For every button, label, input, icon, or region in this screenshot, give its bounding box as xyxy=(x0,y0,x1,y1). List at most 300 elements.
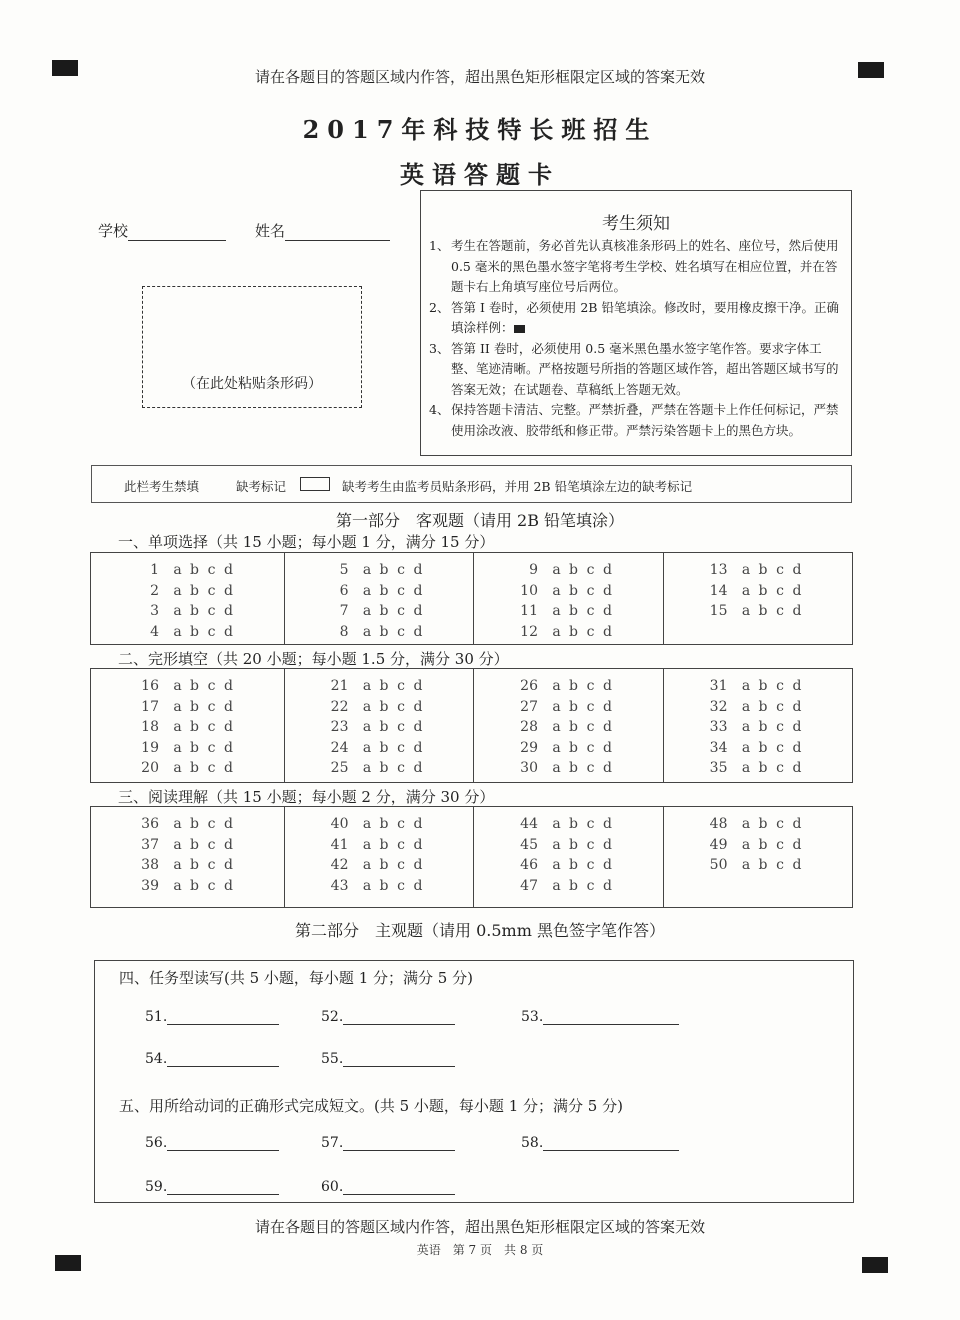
answer-column xyxy=(284,553,474,644)
absent-mark-label: 缺考标记 xyxy=(236,479,287,494)
answer-column xyxy=(663,553,853,644)
answer-option-a[interactable]: a xyxy=(362,739,372,756)
answer-option-b[interactable]: b xyxy=(190,623,199,640)
staff-only-bar xyxy=(91,465,852,503)
answer-option-b[interactable]: b xyxy=(758,857,768,873)
question-row xyxy=(323,814,474,835)
answer-option-d[interactable]: d xyxy=(792,816,802,832)
answer-option-a[interactable]: a xyxy=(362,760,372,776)
answer-option-c[interactable]: c xyxy=(397,678,405,694)
answer-option-b[interactable]: b xyxy=(569,678,578,694)
question-row xyxy=(702,717,853,738)
answer-option-c[interactable]: c xyxy=(207,678,216,694)
question-number: 50 xyxy=(709,857,728,873)
answer-option-c[interactable]: c xyxy=(207,836,216,853)
answer-option-b[interactable]: b xyxy=(569,739,578,756)
question-number: 21 xyxy=(330,678,349,694)
blank-53[interactable]: 53. xyxy=(521,1009,679,1025)
answer-option-b[interactable]: b xyxy=(190,836,199,853)
answer-option-c[interactable]: c xyxy=(207,582,216,599)
answer-option-c[interactable]: c xyxy=(397,760,405,776)
answer-option-a[interactable]: a xyxy=(552,582,561,599)
answer-option-a[interactable]: a xyxy=(362,562,372,578)
answer-option-b[interactable]: b xyxy=(190,739,199,756)
answer-option-b[interactable]: b xyxy=(758,816,768,832)
answer-option-b[interactable]: b xyxy=(379,836,389,853)
answer-option-b[interactable]: b xyxy=(569,857,578,873)
answer-option-b[interactable]: b xyxy=(569,623,578,640)
answer-option-d[interactable]: d xyxy=(413,816,423,832)
answer-option-d[interactable]: d xyxy=(603,719,612,735)
answer-option-a[interactable]: a xyxy=(173,877,182,894)
answer-option-a[interactable]: a xyxy=(741,836,751,853)
answer-option-a[interactable]: a xyxy=(552,678,561,694)
answer-option-d[interactable]: d xyxy=(224,623,233,640)
answer-option-c[interactable]: c xyxy=(776,603,784,619)
question-number: 11 xyxy=(520,603,538,619)
answer-option-c[interactable]: c xyxy=(776,562,784,578)
answer-option-a[interactable]: a xyxy=(552,739,561,756)
answer-option-d[interactable]: d xyxy=(603,603,612,619)
registration-marker-bottom-right xyxy=(862,1257,888,1273)
blank-57[interactable]: 57. xyxy=(321,1135,455,1151)
answer-option-b[interactable]: b xyxy=(569,582,578,599)
section2-title: 二、完形填空（共 20 小题；每小题 1.5 分，满分 30 分） xyxy=(118,650,509,668)
answer-option-c[interactable]: c xyxy=(776,836,784,853)
question-row xyxy=(702,697,853,718)
blank-54[interactable]: 54. xyxy=(145,1051,279,1067)
answer-option-b[interactable]: b xyxy=(758,562,768,578)
answer-option-d[interactable]: d xyxy=(224,719,233,735)
answer-option-d[interactable]: d xyxy=(792,562,802,578)
answer-option-d[interactable]: d xyxy=(603,877,612,894)
answer-option-a[interactable]: a xyxy=(552,857,561,873)
answer-column xyxy=(473,807,663,907)
question-row xyxy=(133,622,284,643)
question-number: 22 xyxy=(330,698,349,715)
question-row xyxy=(323,560,474,581)
question-row xyxy=(323,676,474,697)
question-row xyxy=(323,697,474,718)
answer-option-a[interactable]: a xyxy=(362,623,372,640)
answer-option-b[interactable]: b xyxy=(758,698,768,715)
question-number: 45 xyxy=(520,836,538,853)
answer-option-a[interactable]: a xyxy=(552,623,561,640)
answer-option-c[interactable]: c xyxy=(397,698,405,715)
question-row xyxy=(512,876,663,897)
answer-option-d[interactable]: d xyxy=(224,562,233,578)
answer-option-a[interactable]: a xyxy=(362,719,372,735)
answer-option-d[interactable]: d xyxy=(603,562,612,578)
answer-option-b[interactable]: b xyxy=(758,739,768,756)
question-number: 47 xyxy=(520,877,538,894)
answer-option-a[interactable]: a xyxy=(173,739,182,756)
answer-option-b[interactable]: b xyxy=(758,836,768,853)
answer-option-d[interactable]: d xyxy=(792,678,802,694)
answer-option-b[interactable]: b xyxy=(190,719,199,735)
question-number: 30 xyxy=(520,760,538,776)
answer-option-b[interactable]: b xyxy=(190,562,199,578)
answer-option-a[interactable]: a xyxy=(362,857,372,873)
answer-option-c[interactable]: c xyxy=(397,816,405,832)
answer-option-a[interactable]: a xyxy=(741,857,751,873)
answer-option-a[interactable]: a xyxy=(173,582,182,599)
answer-option-d[interactable]: d xyxy=(224,816,233,832)
answer-option-c[interactable]: c xyxy=(207,562,216,578)
answer-option-d[interactable]: d xyxy=(224,698,233,715)
question-row xyxy=(512,560,663,581)
question-row xyxy=(133,835,284,856)
absent-mark-checkbox[interactable] xyxy=(300,477,330,491)
answer-option-d[interactable]: d xyxy=(413,719,423,735)
question-number: 44 xyxy=(520,816,538,832)
answer-option-d[interactable]: d xyxy=(413,760,423,776)
answer-option-b[interactable]: b xyxy=(569,816,578,832)
answer-option-c[interactable]: c xyxy=(207,739,216,756)
question-number: 25 xyxy=(330,760,349,776)
question-number: 26 xyxy=(520,678,538,694)
answer-option-c[interactable]: c xyxy=(207,698,216,715)
answer-option-a[interactable]: a xyxy=(173,836,182,853)
question-number: 33 xyxy=(709,719,728,735)
answer-option-d[interactable]: d xyxy=(224,836,233,853)
answer-option-c[interactable]: c xyxy=(776,816,784,832)
question-row xyxy=(323,758,474,779)
question-row xyxy=(323,717,474,738)
answer-option-b[interactable]: b xyxy=(190,760,199,776)
answer-option-d[interactable]: d xyxy=(413,623,423,640)
answer-column xyxy=(473,669,663,782)
staff-only-label: 此栏考生禁填 xyxy=(124,479,200,494)
answer-option-a[interactable]: a xyxy=(173,698,182,715)
answer-option-a[interactable]: a xyxy=(173,603,182,619)
answer-option-c[interactable]: c xyxy=(207,603,216,619)
answer-option-d[interactable]: d xyxy=(603,739,612,756)
question-number: 9 xyxy=(529,562,538,578)
question-number: 14 xyxy=(709,582,728,599)
answer-option-b[interactable]: b xyxy=(190,603,199,619)
answer-option-c[interactable]: c xyxy=(397,719,405,735)
section3-answer-grid xyxy=(90,806,853,908)
answer-option-a[interactable]: a xyxy=(362,678,372,694)
answer-option-c[interactable]: c xyxy=(397,739,405,756)
answer-option-d[interactable]: d xyxy=(224,877,233,894)
answer-option-a[interactable]: a xyxy=(173,816,182,832)
question-number: 19 xyxy=(141,739,159,756)
answer-option-c[interactable]: c xyxy=(586,623,595,640)
answer-option-d[interactable]: d xyxy=(413,562,423,578)
answer-option-b[interactable]: b xyxy=(569,836,578,853)
answer-option-c[interactable]: c xyxy=(207,816,216,832)
answer-option-a[interactable]: a xyxy=(173,719,182,735)
answer-option-d[interactable]: d xyxy=(224,603,233,619)
answer-option-b[interactable]: b xyxy=(379,719,389,735)
question-row xyxy=(323,601,474,622)
part2-title: 第二部分 主观题（请用 0.5mm 黑色签字笔作答） xyxy=(295,921,665,940)
answer-option-a[interactable]: a xyxy=(741,603,751,619)
answer-option-a[interactable]: a xyxy=(362,836,372,853)
answer-option-b[interactable]: b xyxy=(569,760,578,776)
question-number: 49 xyxy=(709,836,728,853)
school-input-line[interactable] xyxy=(128,224,226,241)
question-row xyxy=(702,855,853,876)
answer-option-d[interactable]: d xyxy=(603,836,612,853)
answer-option-c[interactable]: c xyxy=(397,877,405,894)
answer-option-b[interactable]: b xyxy=(379,623,389,640)
answer-option-c[interactable]: c xyxy=(397,582,405,599)
answer-option-b[interactable]: b xyxy=(379,739,389,756)
answer-option-b[interactable]: b xyxy=(758,678,768,694)
answer-option-a[interactable]: a xyxy=(173,623,182,640)
question-row xyxy=(133,697,284,718)
answer-option-c[interactable]: c xyxy=(586,739,595,756)
answer-option-b[interactable]: b xyxy=(569,698,578,715)
answer-option-c[interactable]: c xyxy=(776,582,784,599)
answer-option-b[interactable]: b xyxy=(569,877,578,894)
answer-option-a[interactable]: a xyxy=(173,857,182,873)
answer-option-b[interactable]: b xyxy=(569,562,578,578)
question-number: 42 xyxy=(330,857,349,873)
part1-title: 第一部分 客观题（请用 2B 铅笔填涂） xyxy=(335,511,625,530)
answer-option-b[interactable]: b xyxy=(190,857,199,873)
answer-option-c[interactable]: c xyxy=(397,562,405,578)
question-number: 38 xyxy=(141,857,159,873)
answer-option-a[interactable]: a xyxy=(741,678,751,694)
blank-59[interactable]: 59. xyxy=(145,1179,279,1195)
answer-option-a[interactable]: a xyxy=(552,836,561,853)
answer-option-a[interactable]: a xyxy=(552,698,561,715)
question-row xyxy=(702,814,853,835)
answer-option-d[interactable]: d xyxy=(413,678,423,694)
section1-answer-grid xyxy=(90,552,853,645)
answer-option-d[interactable]: d xyxy=(792,836,802,853)
school-label: 学校 xyxy=(98,222,129,240)
question-row xyxy=(702,601,853,622)
answer-option-b[interactable]: b xyxy=(190,698,199,715)
question-row xyxy=(133,758,284,779)
barcode-area[interactable] xyxy=(142,286,362,408)
question-number: 37 xyxy=(141,836,159,853)
answer-option-c[interactable]: c xyxy=(776,698,784,715)
answer-option-d[interactable]: d xyxy=(792,760,802,776)
answer-option-d[interactable]: d xyxy=(413,603,423,619)
answer-option-b[interactable]: b xyxy=(379,562,389,578)
answer-option-c[interactable]: c xyxy=(397,857,405,873)
blank-60[interactable]: 60. xyxy=(321,1179,455,1195)
answer-option-a[interactable]: a xyxy=(173,678,182,694)
blank-52[interactable]: 52. xyxy=(321,1009,455,1025)
answer-option-a[interactable]: a xyxy=(741,760,751,776)
answer-option-b[interactable]: b xyxy=(190,877,199,894)
answer-option-b[interactable]: b xyxy=(190,582,199,599)
answer-option-d[interactable]: d xyxy=(603,678,612,694)
blank-55[interactable]: 55. xyxy=(321,1051,455,1067)
question-row xyxy=(702,581,853,602)
answer-option-d[interactable]: d xyxy=(603,857,612,873)
question-number: 31 xyxy=(709,678,728,694)
section5-title: 五、用所给动词的正确形式完成短文。(共 5 小题，每小题 1 分；满分 5 分) xyxy=(119,1097,623,1115)
answer-option-c[interactable]: c xyxy=(397,603,405,619)
answer-option-c[interactable]: c xyxy=(586,857,595,873)
answer-column xyxy=(284,669,474,782)
answer-option-b[interactable]: b xyxy=(379,678,389,694)
answer-option-a[interactable]: a xyxy=(741,562,751,578)
instructions-title: 考生须知 xyxy=(602,214,670,234)
answer-option-c[interactable]: c xyxy=(397,836,405,853)
answer-option-a[interactable]: a xyxy=(741,816,751,832)
answer-option-d[interactable]: d xyxy=(792,719,802,735)
answer-option-b[interactable]: b xyxy=(569,603,578,619)
school-field[interactable] xyxy=(98,220,226,241)
question-row xyxy=(133,814,284,835)
question-row xyxy=(133,717,284,738)
blank-51[interactable]: 51. xyxy=(145,1009,279,1025)
answer-option-d[interactable]: d xyxy=(413,739,423,756)
answer-option-c[interactable]: c xyxy=(586,698,595,715)
answer-option-d[interactable]: d xyxy=(603,760,612,776)
answer-option-a[interactable]: a xyxy=(173,760,182,776)
answer-option-a[interactable]: a xyxy=(362,582,372,599)
answer-option-a[interactable]: a xyxy=(741,582,751,599)
answer-option-b[interactable]: b xyxy=(379,582,389,599)
answer-column xyxy=(473,553,663,644)
answer-option-d[interactable]: d xyxy=(603,816,612,832)
question-number: 29 xyxy=(520,739,538,756)
question-row xyxy=(133,581,284,602)
question-number: 12 xyxy=(520,623,538,640)
question-row xyxy=(512,581,663,602)
answer-option-c[interactable]: c xyxy=(207,857,216,873)
answer-option-b[interactable]: b xyxy=(758,603,768,619)
question-row xyxy=(512,835,663,856)
answer-option-d[interactable]: d xyxy=(792,582,802,599)
answer-option-b[interactable]: b xyxy=(758,582,768,599)
answer-option-c[interactable]: c xyxy=(586,877,595,894)
answer-option-b[interactable]: b xyxy=(190,816,199,832)
name-field[interactable] xyxy=(255,220,390,241)
question-number: 34 xyxy=(709,739,728,756)
section4-title: 四、任务型读写(共 5 小题，每小题 1 分；满分 5 分) xyxy=(119,969,473,987)
answer-option-a[interactable]: a xyxy=(362,816,372,832)
question-number: 28 xyxy=(520,719,538,735)
answer-option-a[interactable]: a xyxy=(362,698,372,715)
answer-option-c[interactable]: c xyxy=(207,877,216,894)
answer-option-c[interactable]: c xyxy=(586,719,595,735)
answer-option-a[interactable]: a xyxy=(552,816,561,832)
answer-option-b[interactable]: b xyxy=(190,678,199,694)
answer-option-c[interactable]: c xyxy=(776,857,784,873)
answer-option-a[interactable]: a xyxy=(362,877,372,894)
answer-option-c[interactable]: c xyxy=(586,603,595,619)
question-number: 36 xyxy=(141,816,159,832)
answer-option-d[interactable]: d xyxy=(224,678,233,694)
question-row xyxy=(323,855,474,876)
answer-option-a[interactable]: a xyxy=(741,739,751,756)
answer-option-c[interactable]: c xyxy=(586,582,595,599)
answer-option-b[interactable]: b xyxy=(379,603,389,619)
answer-option-d[interactable]: d xyxy=(224,760,233,776)
question-row xyxy=(133,676,284,697)
answer-option-c[interactable]: c xyxy=(776,760,784,776)
answer-option-a[interactable]: a xyxy=(552,562,561,578)
answer-option-a[interactable]: a xyxy=(173,562,182,578)
question-number: 43 xyxy=(330,877,349,894)
answer-option-d[interactable]: d xyxy=(224,582,233,599)
answer-option-b[interactable]: b xyxy=(758,760,768,776)
answer-option-c[interactable]: c xyxy=(397,623,405,640)
answer-option-d[interactable]: d xyxy=(792,603,802,619)
question-row xyxy=(323,738,474,759)
answer-option-d[interactable]: d xyxy=(792,739,802,756)
answer-option-a[interactable]: a xyxy=(552,719,561,735)
answer-option-b[interactable]: b xyxy=(379,760,389,776)
answer-option-a[interactable]: a xyxy=(552,760,561,776)
answer-option-d[interactable]: d xyxy=(792,857,802,873)
answer-option-d[interactable]: d xyxy=(603,623,612,640)
question-number: 35 xyxy=(709,760,728,776)
answer-option-b[interactable]: b xyxy=(379,857,389,873)
answer-option-d[interactable]: d xyxy=(224,857,233,873)
name-input-line[interactable] xyxy=(285,224,390,241)
answer-option-a[interactable]: a xyxy=(362,603,372,619)
answer-option-a[interactable]: a xyxy=(741,698,751,715)
answer-column xyxy=(284,807,474,907)
top-notice: 请在各题目的答题区域内作答，超出黑色矩形框限定区域的答案无效 xyxy=(254,68,705,86)
answer-option-b[interactable]: b xyxy=(379,816,389,832)
answer-option-c[interactable]: c xyxy=(207,760,216,776)
answer-option-c[interactable]: c xyxy=(586,678,595,694)
question-number: 24 xyxy=(330,739,349,756)
answer-column xyxy=(91,807,284,907)
blank-56[interactable]: 56. xyxy=(145,1135,279,1151)
answer-option-d[interactable]: d xyxy=(224,739,233,756)
question-number: 20 xyxy=(141,760,159,776)
answer-option-a[interactable]: a xyxy=(741,719,751,735)
answer-option-b[interactable]: b xyxy=(758,719,768,735)
question-number: 32 xyxy=(709,698,728,715)
answer-option-c[interactable]: c xyxy=(586,816,595,832)
question-number: 16 xyxy=(141,678,159,694)
answer-option-d[interactable]: d xyxy=(603,582,612,599)
question-number: 46 xyxy=(520,857,538,873)
question-row xyxy=(133,876,284,897)
answer-option-d[interactable]: d xyxy=(413,836,423,853)
blank-58[interactable]: 58. xyxy=(521,1135,679,1151)
answer-option-b[interactable]: b xyxy=(379,877,389,894)
answer-option-b[interactable]: b xyxy=(379,698,389,715)
answer-option-c[interactable]: c xyxy=(776,678,784,694)
answer-option-d[interactable]: d xyxy=(792,698,802,715)
answer-option-b[interactable]: b xyxy=(569,719,578,735)
answer-option-c[interactable]: c xyxy=(207,623,216,640)
answer-option-c[interactable]: c xyxy=(586,760,595,776)
answer-option-a[interactable]: a xyxy=(552,603,561,619)
barcode-placeholder: （在此处粘贴条形码） xyxy=(182,376,322,392)
answer-option-d[interactable]: d xyxy=(603,698,612,715)
answer-option-c[interactable]: c xyxy=(207,719,216,735)
question-row xyxy=(512,758,663,779)
answer-option-d[interactable]: d xyxy=(413,698,423,715)
answer-option-c[interactable]: c xyxy=(776,719,784,735)
answer-option-d[interactable]: d xyxy=(413,877,423,894)
answer-option-d[interactable]: d xyxy=(413,857,423,873)
answer-option-d[interactable]: d xyxy=(413,582,423,599)
answer-option-c[interactable]: c xyxy=(586,562,595,578)
answer-option-a[interactable]: a xyxy=(552,877,561,894)
absent-mark-note: 缺考考生由监考员贴条形码，并用 2B 铅笔填涂左边的缺考标记 xyxy=(342,479,693,494)
answer-option-c[interactable]: c xyxy=(776,739,784,756)
answer-option-c[interactable]: c xyxy=(586,836,595,853)
